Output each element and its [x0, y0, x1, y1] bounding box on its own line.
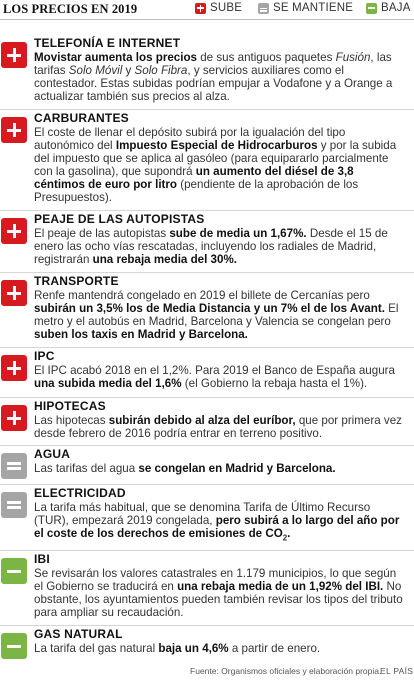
item-body-segment: y [122, 64, 135, 77]
item-text [34, 213, 406, 266]
item-body-segment: Las tarifas del agua [34, 462, 139, 475]
row-divider [0, 210, 414, 211]
item-body-segment: una rebaja media del 30%. [92, 253, 237, 266]
item-body-segment: Se revisarán los valores catastrales en 1.179 municipios, lo que según el Gobierno se traducirá en [34, 567, 397, 593]
legend-label-down: BAJA [381, 2, 411, 14]
item-text [34, 275, 406, 341]
item-text [34, 448, 406, 475]
minus-icon [366, 3, 377, 14]
minus-icon [1, 633, 27, 659]
item-body-segment: . [287, 527, 291, 540]
item-body-segment: Movistar aumenta los precios [34, 51, 198, 64]
item-body-segment: suben los taxis en Madrid y Barcelona. [34, 328, 248, 341]
item-body-segment: (el Gobierno la rebaja hasta el 1%). [181, 377, 368, 390]
equals-icon [1, 453, 27, 479]
item-title: TRANSPORTE [34, 274, 119, 288]
item-body-segment: que por primera vez desde febrero de 2016 podría entrar en terreno positivo. [34, 414, 402, 440]
item-body [34, 462, 336, 475]
plus-icon [1, 42, 27, 68]
item-text [34, 112, 406, 204]
item-body-segment: No obstante, los ayuntamientos pueden también revisar los tipos del tributo para ampliar su recaudación. [34, 580, 403, 619]
item-body-segment: una subida media del 1,6% [34, 377, 182, 390]
item-text [34, 486, 406, 543]
equals-icon [1, 492, 27, 518]
item-title: HIPOTECAS [34, 399, 106, 413]
item-text [34, 400, 406, 440]
item-body [34, 364, 395, 390]
item-body [34, 642, 320, 655]
plus-icon [1, 117, 27, 143]
item-body-segment: pero subirá a lo largo del año por el coste de los derechos de emisiones de CO [34, 514, 400, 540]
item-body-segment: La tarifa del gas natural [34, 642, 159, 655]
item-body-segment: de sus antiguos paquetes [197, 51, 336, 64]
brand-name: EL PAÍS [380, 666, 414, 676]
item-title: PEAJE DE LAS AUTOPISTAS [34, 212, 205, 226]
plus-icon [1, 218, 27, 244]
item-body-segment: Impuesto Especial de Hidrocarburos [115, 139, 318, 152]
item-text [34, 350, 406, 390]
item-body-segment: Fusión [335, 51, 371, 64]
item-body-segment: subirán debido al alza del euríbor, [108, 414, 296, 427]
row-divider [0, 445, 414, 446]
legend-item-up [195, 1, 242, 15]
source-note: Fuente: Organismos oficiales y elaboración propia. [190, 666, 382, 676]
item-title: GAS NATURAL [34, 627, 123, 641]
item-title: ELECTRICIDAD [34, 486, 126, 500]
plus-icon [1, 280, 27, 306]
item-body-segment: Solo Móvil [68, 64, 123, 77]
equals-icon [258, 3, 269, 14]
row-divider [0, 347, 414, 348]
item-title: CARBURANTES [34, 111, 129, 125]
item-body-segment: a partir de enero. [228, 642, 321, 655]
item-body-segment: Renfe mantendrá congelado en 2019 el billete de Cercanías pero [34, 289, 370, 302]
legend-label-up: SUBE [210, 2, 243, 14]
item-body-segment: subirán un 3,5% los de Media Distancia y un 7% el de los Avant. [34, 302, 385, 315]
item-body-segment: una rebaja media de un 1,92% del IBI. [177, 580, 384, 593]
item-body-segment: se congelan en Madrid y Barcelona. [138, 462, 336, 475]
item-body-segment: El coste de llenar el depósito subirá por la igualación del tipo autonómico del [34, 126, 346, 152]
row-divider [0, 550, 414, 551]
item-body-segment: Desde el 15 de enero las ocho vías rescatadas, incluyendo los radiales de Madrid, registrarán [34, 227, 388, 266]
item-body-segment: (pendiente de la aprobación de los Presupuestos). [34, 178, 359, 204]
minus-icon [1, 558, 27, 584]
item-body-segment: 2 [282, 533, 288, 543]
legend-item-down [366, 1, 411, 15]
row-divider [0, 272, 414, 273]
row-divider [0, 484, 414, 485]
item-body-segment: Las hipotecas [34, 414, 109, 427]
row-divider [0, 397, 414, 398]
item-body-segment: El peaje de las autopistas [34, 227, 170, 240]
item-body-segment: , las tarifas [34, 51, 392, 77]
item-body-segment: El IPC acabó 2018 en el 1,2%. Para 2019 el Banco de España augura [34, 364, 395, 377]
item-text [34, 628, 406, 655]
row-divider [0, 109, 414, 110]
item-text [34, 553, 406, 619]
row-divider [0, 625, 414, 626]
plus-icon [195, 3, 206, 14]
footer [0, 666, 414, 682]
plus-icon [1, 405, 27, 431]
item-body [34, 126, 396, 204]
item-body [34, 51, 392, 103]
item-body-segment: , y servicios auxiliares como el contestador. Estas subidas podrían empujar a Vodafone y a Orange a actualizar también sus precios al alza. [34, 64, 393, 103]
legend-item-same [258, 1, 353, 15]
item-body [34, 501, 400, 543]
item-body-segment: Solo Fibra [134, 64, 188, 77]
item-title: IPC [34, 349, 55, 363]
legend-label-same: SE MANTIENE [273, 2, 354, 14]
item-title: IBI [34, 552, 50, 566]
item-body [34, 414, 402, 440]
item-body-segment: sube de media un 1,67%. [169, 227, 307, 240]
item-body [34, 567, 403, 619]
header [0, 0, 414, 20]
item-body [34, 289, 398, 341]
item-body-segment: baja un 4,6% [158, 642, 229, 655]
item-body [34, 227, 388, 266]
item-text [34, 37, 406, 103]
page-title: LOS PRECIOS EN 2019 [3, 2, 138, 16]
item-title: TELEFONÍA E INTERNET [34, 36, 181, 50]
item-body-segment: La tarifa más habitual, que se denomina Tarifa de Último Recurso (TUR), empezará 2019 congelada, [34, 501, 371, 527]
item-body-segment: un aumento del diésel de 3,8 céntimos de euro por litro [34, 165, 354, 191]
item-title: AGUA [34, 447, 71, 461]
item-body-segment: El metro y el autobús en Madrid, Barcelona y Valencia se congelan pero [34, 302, 399, 328]
item-body-segment: y por la subida del impuesto que se aplica al gasóleo (para equipararlo parcialmente con la gasolina), que supondrá [34, 139, 397, 178]
plus-icon [1, 355, 27, 381]
